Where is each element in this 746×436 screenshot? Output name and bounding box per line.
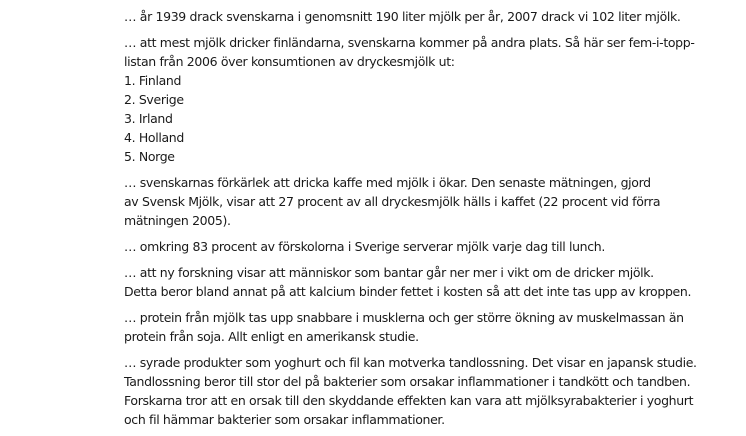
text-line: … protein från mjölk tas upp snabbare i musklerna och ger större ökning av muskelmassan än xyxy=(124,310,684,325)
text-line: Forskarna tror att en orsak till den skyddande effekten kan vara att mjölksyrabakterier i yoghurt xyxy=(124,393,694,408)
fact-top-five-intro xyxy=(124,33,736,71)
text-line: mätningen 2005). xyxy=(124,213,231,228)
text-line: … att mest mjölk dricker finländarna, svenskarna kommer på andra plats. Så här ser fem-i-topp- xyxy=(124,35,695,50)
list-item: 4. Holland xyxy=(124,130,184,145)
fact-1939-consumption xyxy=(124,7,736,26)
text-line: Detta beror bland annat på att kalcium binder fettet i kosten så att det inte tas upp av kroppen. xyxy=(124,284,692,299)
text-line: protein från soja. Allt enligt en amerikansk studie. xyxy=(124,329,419,344)
text-line: och fil hämmar bakterier som orsakar inflammationer. xyxy=(124,412,445,427)
fact-coffee-with-milk xyxy=(124,173,736,230)
fact-preschool-milk xyxy=(124,237,736,256)
text-line: listan från 2006 över konsumtionen av dryckesmjölk ut: xyxy=(124,54,455,69)
text-line: … att ny forskning visar att människor som bantar går ner mer i vikt om de dricker mjölk. xyxy=(124,265,654,280)
fact-weight-loss xyxy=(124,263,736,301)
list-item: 3. Irland xyxy=(124,111,173,126)
text-line: … år 1939 drack svenskarna i genomsnitt 190 liter mjölk per år, 2007 drack vi 102 liter mjölk. xyxy=(124,9,681,24)
top-five-list xyxy=(124,71,736,166)
text-line: av Svensk Mjölk, visar att 27 procent av all dryckesmjölk hälls i kaffet (22 procent vid förra xyxy=(124,194,661,209)
text-line: … svenskarnas förkärlek att dricka kaffe med mjölk i ökar. Den senaste mätningen, gjord xyxy=(124,175,651,190)
text-line: … omkring 83 procent av förskolorna i Sverige serverar mjölk varje dag till lunch. xyxy=(124,239,605,254)
text-line: … syrade produkter som yoghurt och fil kan motverka tandlossning. Det visar en japansk studie. xyxy=(124,355,697,370)
document-body xyxy=(124,7,736,436)
list-item: 2. Sverige xyxy=(124,92,184,107)
fact-muscle-protein xyxy=(124,308,736,346)
list-item: 1. Finland xyxy=(124,73,182,88)
text-line: Tandlossning beror till stor del på bakterier som orsakar inflammationer i tandkött och tandben. xyxy=(124,374,691,389)
fact-dental-health xyxy=(124,353,736,429)
list-item: 5. Norge xyxy=(124,149,175,164)
